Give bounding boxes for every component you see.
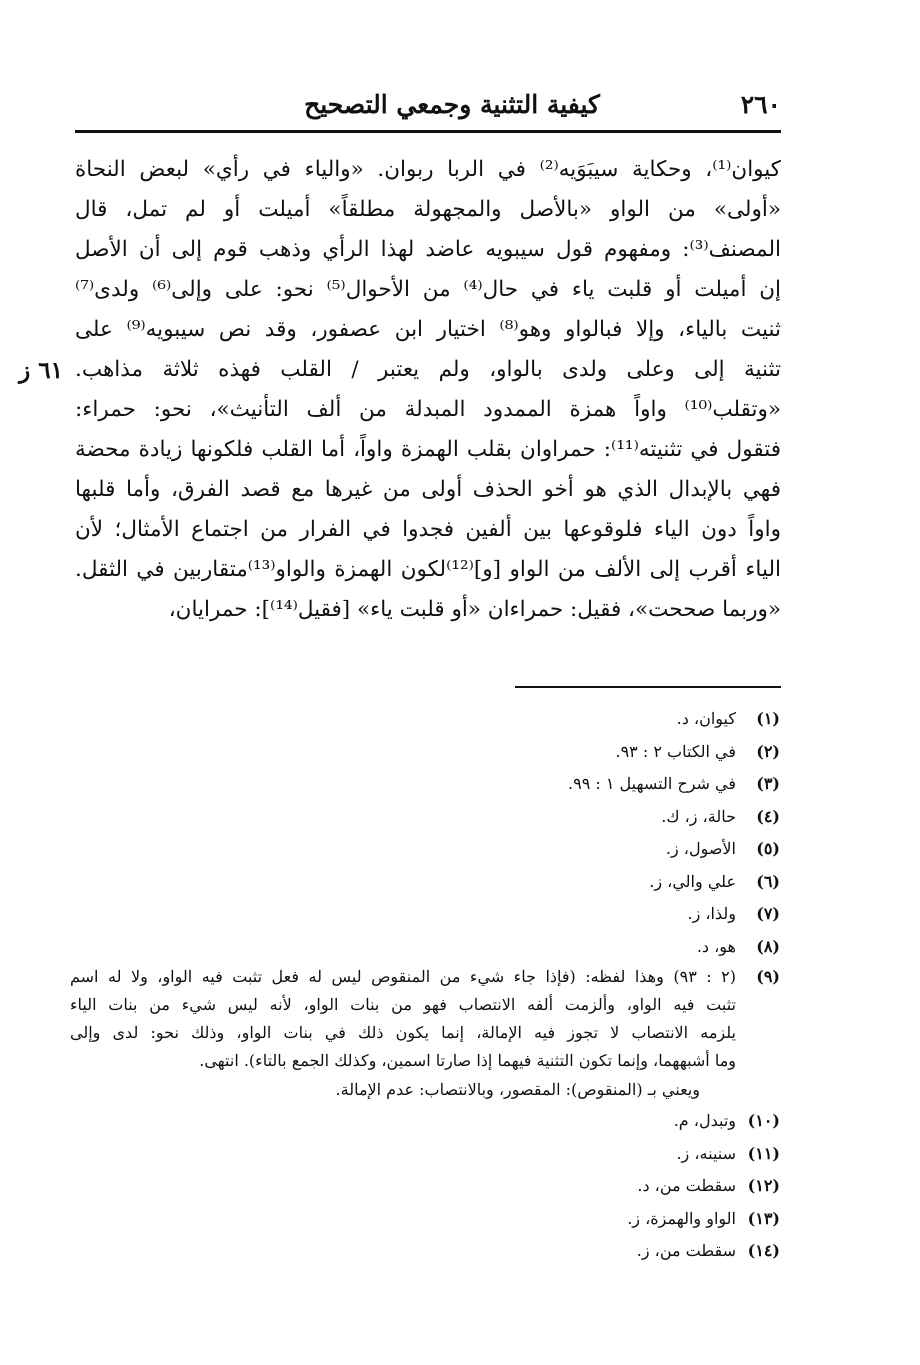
footnote-number: (٢)	[756, 741, 780, 761]
text-line: ثنيت بالياء، وإلا فبالواو وهو⁽⁸⁾ اختيار ابن عصفور، وقد نص سيبويه⁽⁹⁾ على	[75, 317, 782, 342]
footnote	[70, 898, 780, 931]
footnote-long	[70, 963, 780, 1105]
text-line: «وربما صححت»، فقيل: حمراءان «أو قلبت ياء» [فقيل⁽¹⁴⁾]: حمرايان،	[168, 597, 781, 622]
running-title: كيفية التثنية وجمعي التصحيح	[304, 90, 600, 119]
main-text	[75, 150, 781, 630]
footnote-text: حالة، ز، ك.	[661, 806, 736, 826]
footnote-text: الواو والهمزة، ز.	[627, 1208, 736, 1228]
footnote-text: سنينه، ز.	[676, 1143, 736, 1163]
text-line: تثنية إلى وعلى ولدى بالواو، ولم يعتبر / القلب فهذه ثلاثة مذاهب.	[75, 357, 781, 382]
text-line: فتقول في تثنيته⁽¹¹⁾: حمراوان بقلب الهمزة واواً، أما القلب فلكونها زيادة محضة	[75, 437, 781, 462]
footnote-text: سقطت من، د.	[637, 1176, 736, 1195]
text-line: فهي بالإبدال الذي هو أخو الحذف أولى من غيرها مع قصد الفرق، وأما قلبها	[75, 477, 781, 502]
margin-page-reference: ٦١ ز	[19, 357, 63, 384]
footnote-text: في شرح التسهيل ١ : ٩٩.	[568, 774, 736, 793]
footnote-text-line: (٢ : ٩٣) وهذا لفظه: (فإذا جاء شيء من المنقوص ليس له فعل تثبت فيه الواو، ولا له اسم	[70, 967, 737, 986]
footnote-text: الأصول، ز.	[665, 839, 736, 858]
footnote	[70, 768, 780, 801]
footnote-text: كيوان، د.	[676, 709, 736, 728]
text-line: المصنف⁽³⁾: ومفهوم قول سيبويه عاضد لهذا الرأي وذهب قوم إلى أن الأصل	[75, 237, 781, 262]
footnote-number: (١١)	[747, 1143, 780, 1163]
text-line: إن أميلت أو قلبت ياء في حال⁽⁴⁾ من الأحوال⁽⁵⁾ نحو: على وإلى⁽⁶⁾ ولدى⁽⁷⁾	[75, 277, 781, 302]
footnote-text-line: تثبت فيه الواو، وألزمت ألفه الانتصاب فهو من بنات الواو، لأنه ليس شيء من بنات الياء	[70, 995, 736, 1014]
footnote-text: في الكتاب ٢ : ٩٣.	[615, 741, 736, 761]
footnote-number: (٣)	[756, 774, 780, 793]
footnote	[70, 931, 780, 964]
footnote	[70, 703, 780, 736]
footnote-text: وتبدل، م.	[673, 1111, 736, 1130]
text-line: واواً دون الياء فلوقوعها بين ألفين فجدوا في الفرار من اجتماع الأمثال؛ لأن	[75, 517, 781, 542]
footnote	[70, 1235, 780, 1268]
text-line: «أولى» من الواو «بالأصل والمجهولة مطلقاً» أميلت أو لم تمل، قال	[75, 197, 781, 222]
text-line: كيوان⁽¹⁾، وحكاية سيبَوَيه⁽²⁾ في الربا ربوان. «والياء في رأي» لبعض النحاة	[75, 157, 781, 182]
footnote	[70, 1105, 780, 1138]
footnote	[70, 1138, 780, 1171]
page-number: ٢٦٠	[740, 90, 781, 119]
footnote-number: (٤)	[756, 806, 780, 826]
footnote-divider	[515, 686, 781, 688]
footnote-number: (٨)	[756, 936, 780, 956]
footnote-number: (٩)	[756, 967, 780, 986]
footnote-number: (٧)	[756, 904, 780, 923]
footnote-text: ولذا، ز.	[687, 904, 736, 923]
footnote-number: (١٢)	[747, 1176, 780, 1195]
footnote-text-line: وما أشبههما، وإنما تكون التثنية فيهما إذا صارتا اسمين، وكذلك الجمع بالتاء). انتهى.	[199, 1051, 736, 1070]
text-line: «وتقلب⁽¹⁰⁾ واواً همزة الممدود المبدلة من ألف التأنيث»، نحو: حمراء:	[75, 397, 781, 422]
footnote-number: (١٤)	[747, 1241, 780, 1260]
footnote-number: (١٣)	[747, 1208, 780, 1228]
footnote	[70, 736, 780, 769]
page-header	[75, 88, 781, 133]
footnote-number: (١٠)	[747, 1111, 780, 1130]
footnote-remark: ويعني بـ (المنقوص): المقصور، وبالانتصاب: عدم الإمالة.	[335, 1080, 700, 1099]
footnote-text-line: يلزمه الانتصاب لا تجوز فيه الإمالة، إنما يكون ذلك في بنات الواو، وذلك نحو: لدى وإلى	[70, 1023, 736, 1042]
footnote-text: علي والي، ز.	[649, 871, 736, 891]
footnote	[70, 1170, 780, 1203]
footnote-number: (١)	[756, 709, 780, 728]
footnote	[70, 1203, 780, 1236]
footnote-number: (٦)	[756, 871, 780, 891]
footnote-number: (٥)	[756, 839, 780, 858]
footnote	[70, 833, 780, 866]
footnote-text: هو، د.	[696, 936, 736, 956]
text-line: الياء أقرب إلى الألف من الواو [و]⁽¹²⁾لكون الهمزة والواو⁽¹³⁾متقاربين في الثقل.	[75, 557, 781, 582]
footnote	[70, 866, 780, 899]
footnote-text: سقطت من، ز.	[636, 1241, 736, 1260]
footnotes	[70, 703, 780, 1268]
footnote	[70, 801, 780, 834]
